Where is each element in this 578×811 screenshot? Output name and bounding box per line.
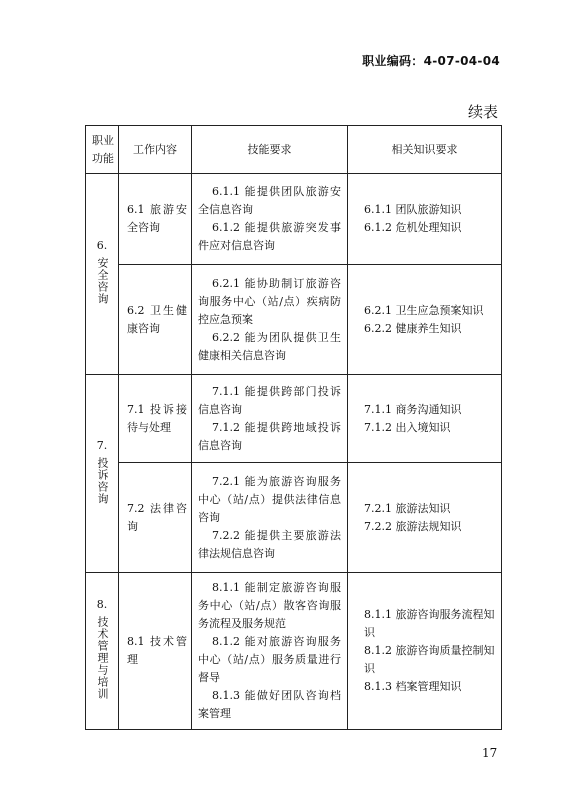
- work-content: 7.1 投诉接待与处理: [119, 375, 192, 463]
- knowledge-item: 7.1.2 出入境知识: [364, 420, 451, 434]
- skill-item: 7.2.2 能提供主要旅游法律法规信息咨询: [198, 528, 341, 560]
- skill-item: 8.1.2 能对旅游咨询服务中心（站/点）服务质量进行督导: [198, 635, 341, 684]
- skills-table: [85, 125, 502, 730]
- skill-requirements: [192, 265, 348, 375]
- table-row: [86, 174, 502, 265]
- function-number: 8.: [96, 598, 108, 611]
- table-row: [86, 265, 502, 375]
- skill-item: 6.1.1 能提供团队旅游安全信息咨询: [198, 185, 341, 216]
- skill-item: 6.1.2 能提供旅游突发事件应对信息咨询: [198, 221, 341, 252]
- function-name: 投诉咨询: [96, 456, 109, 505]
- knowledge-requirements: [348, 265, 502, 375]
- function-name: 技术管理与培训: [96, 616, 109, 700]
- table-header-row: [86, 126, 502, 174]
- function-number: 7.: [96, 438, 108, 452]
- header-work: 工作内容: [119, 126, 192, 174]
- knowledge-item: 7.1.1 商务沟通知识: [364, 402, 462, 416]
- table-row: [86, 463, 502, 573]
- header-skill: 技能要求: [192, 126, 348, 174]
- knowledge-item: 8.1.2 旅游咨询质量控制知识: [364, 644, 495, 675]
- skill-item: 7.1.2 能提供跨地域投诉信息咨询: [198, 420, 341, 452]
- function-cell-7: [86, 375, 119, 573]
- knowledge-item: 6.2.2 健康养生知识: [364, 321, 462, 335]
- knowledge-item: 6.2.1 卫生应急预案知识: [364, 303, 484, 317]
- work-content: 6.2 卫生健康咨询: [119, 265, 192, 375]
- knowledge-requirements: [348, 463, 502, 573]
- skill-requirements: [192, 174, 348, 265]
- skill-item: 8.1.3 能做好团队咨询档案管理: [198, 689, 341, 720]
- header-function: 职业功能: [86, 126, 119, 174]
- function-name: 安全咨询: [96, 257, 109, 305]
- header-knowledge: 相关知识要求: [348, 126, 502, 174]
- function-cell-6: [86, 174, 119, 375]
- table-row: [86, 375, 502, 463]
- occupation-code: 职业编码：4-07-04-04: [362, 54, 500, 68]
- knowledge-requirements: [348, 573, 502, 730]
- skill-requirements: [192, 463, 348, 573]
- knowledge-requirements: [348, 375, 502, 463]
- knowledge-item: 7.2.1 旅游法知识: [364, 501, 451, 515]
- knowledge-item: 6.1.2 危机处理知识: [364, 221, 462, 234]
- skill-item: 6.2.2 能为团队提供卫生健康相关信息咨询: [198, 330, 341, 362]
- function-number: 6.: [96, 239, 108, 252]
- knowledge-requirements: [348, 174, 502, 265]
- skill-item: 8.1.1 能制定旅游咨询服务中心（站/点）散客咨询服务流程及服务规范: [198, 581, 341, 630]
- work-content: 7.2 法律咨询: [119, 463, 192, 573]
- table-row: [86, 573, 502, 730]
- skill-requirements: [192, 375, 348, 463]
- skill-item: 7.1.1 能提供跨部门投诉信息咨询: [198, 384, 341, 416]
- knowledge-item: 8.1.3 档案管理知识: [364, 680, 462, 693]
- work-content: 6.1 旅游安全咨询: [119, 174, 192, 265]
- skill-item: 7.2.1 能为旅游咨询服务中心（站/点）提供法律信息咨询: [198, 474, 341, 524]
- work-content: 8.1 技术管理: [119, 573, 192, 730]
- knowledge-item: 6.1.1 团队旅游知识: [364, 203, 462, 216]
- function-cell-8: [86, 573, 119, 730]
- skill-requirements: [192, 573, 348, 730]
- table-continuation-label: 续表: [467, 103, 498, 121]
- knowledge-item: 7.2.2 旅游法规知识: [364, 519, 462, 533]
- page-number: 17: [482, 746, 498, 760]
- knowledge-item: 8.1.1 旅游咨询服务流程知识: [364, 608, 495, 639]
- skill-item: 6.2.1 能协助制订旅游咨询服务中心（站/点）疾病防控应急预案: [198, 276, 341, 326]
